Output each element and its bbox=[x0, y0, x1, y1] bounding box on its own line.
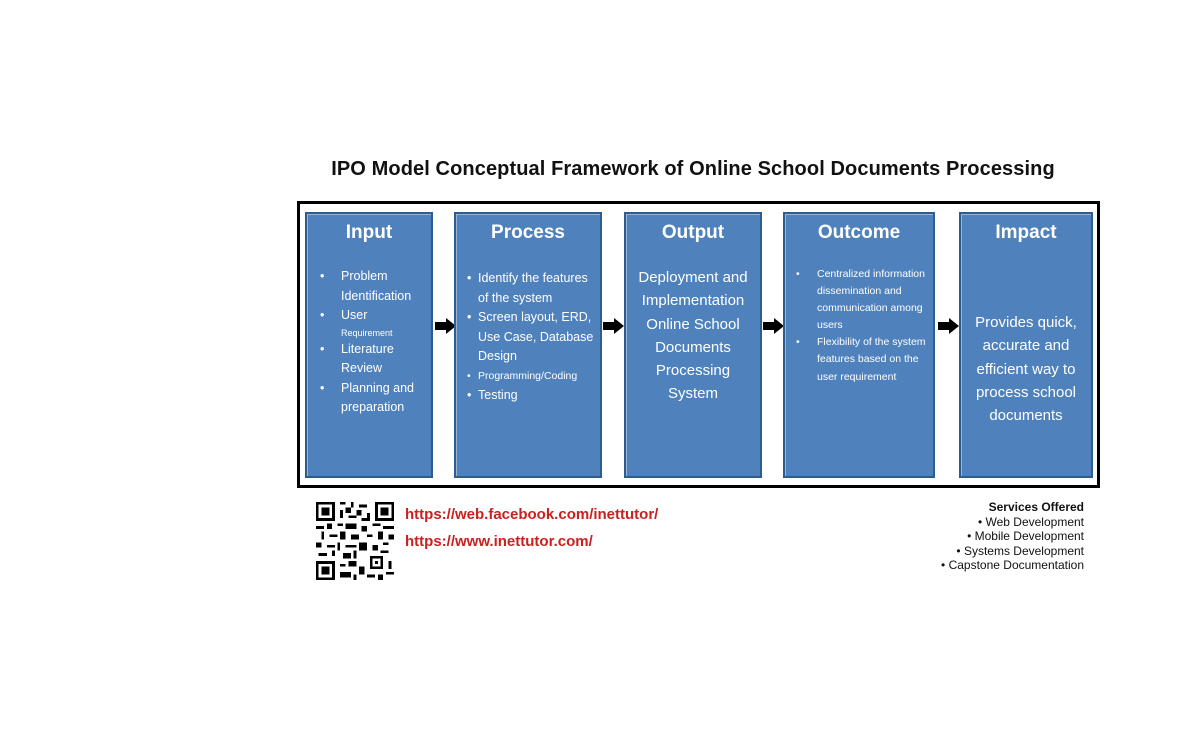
process-box bbox=[454, 212, 602, 478]
outcome-list bbox=[817, 266, 929, 386]
process-item: • Testing bbox=[478, 386, 600, 406]
service-item: • Web Development bbox=[977, 514, 1084, 529]
service-item: • Capstone Documentation bbox=[941, 558, 1084, 573]
process-list bbox=[478, 269, 600, 406]
input-list bbox=[341, 267, 431, 418]
right-arrow-icon bbox=[938, 318, 960, 334]
service-item: • Systems Development bbox=[956, 543, 1084, 558]
website-link[interactable]: https://www.inettutor.com/ bbox=[405, 533, 593, 550]
outcome-item: • Flexibility of the system features based on the user requirement bbox=[817, 334, 929, 385]
output-box bbox=[624, 212, 762, 478]
input-item: • Planning and preparation bbox=[341, 379, 431, 418]
process-item: • Identify the features of the system bbox=[478, 269, 600, 308]
input-item: • User bbox=[341, 306, 431, 326]
qr-code-icon bbox=[316, 502, 394, 580]
outcome-heading: Outcome bbox=[817, 222, 901, 243]
impact-heading: Impact bbox=[995, 222, 1057, 243]
impact-text: Provides quick, accurate and efficient way to process school documents bbox=[975, 314, 1077, 425]
input-item: • Literature Review bbox=[341, 340, 431, 379]
outcome-box bbox=[783, 212, 935, 478]
process-item: • Screen layout, ERD, Use Case, Database Design bbox=[478, 308, 600, 367]
service-item: • Mobile Development bbox=[967, 529, 1084, 544]
process-heading: Process bbox=[491, 222, 565, 243]
outcome-item: • Centralized information dissemination and communication among users bbox=[817, 266, 929, 334]
input-box bbox=[305, 212, 433, 478]
process-item: • Programming/Coding bbox=[478, 367, 600, 387]
input-item: • Problem Identification bbox=[341, 267, 431, 306]
facebook-link[interactable]: https://web.facebook.com/inettutor/ bbox=[405, 506, 659, 523]
output-text: Deployment and Implementation Online School Documents Processing System bbox=[638, 269, 748, 403]
output-heading: Output bbox=[661, 222, 725, 243]
input-heading: Input bbox=[345, 222, 393, 243]
right-arrow-icon bbox=[603, 318, 625, 334]
ipo-frame bbox=[297, 201, 1100, 488]
input-item-continued: Requirement bbox=[341, 327, 393, 338]
impact-box bbox=[959, 212, 1093, 478]
services-title: Services Offered bbox=[988, 500, 1084, 514]
right-arrow-icon bbox=[763, 318, 785, 334]
services-offered bbox=[900, 500, 1084, 573]
diagram-title: IPO Model Conceptual Framework of Online School Documents Processing bbox=[331, 158, 1055, 180]
